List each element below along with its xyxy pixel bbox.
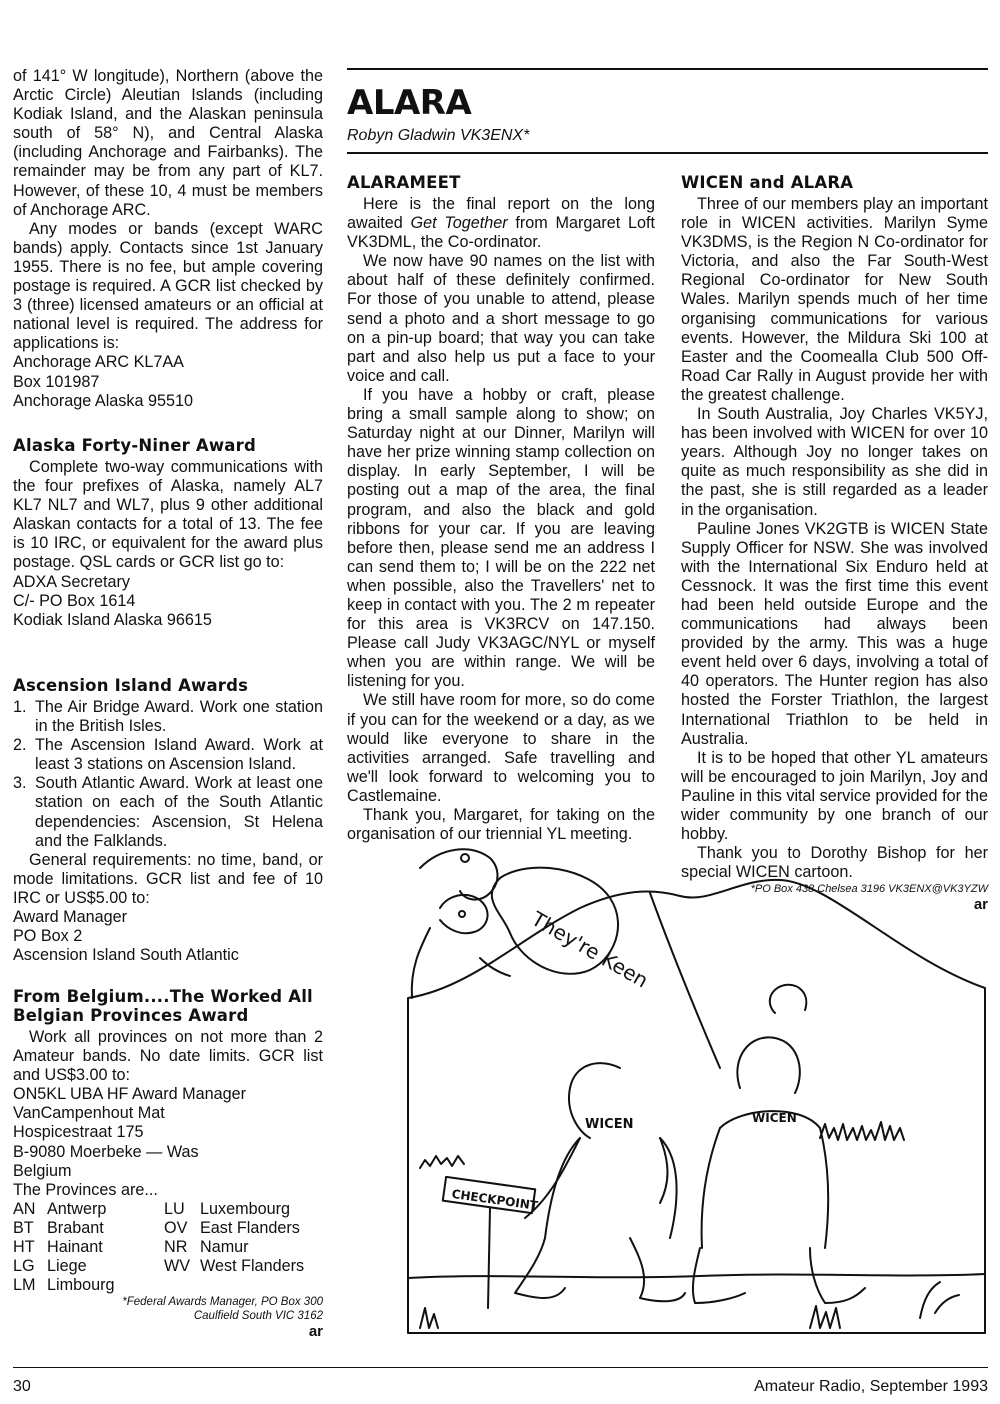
address-line: B-9080 Moerbeke — Was	[13, 1142, 199, 1161]
address-line: ON5KL UBA HF Award Manager	[13, 1085, 247, 1104]
address-line: Kodiak Island Alaska 96615	[13, 610, 212, 629]
end-mark: ar	[973, 896, 988, 914]
address-line: Ascension Island South Atlantic	[13, 946, 239, 965]
province-code: NR	[164, 1238, 188, 1257]
alarameet-column	[347, 173, 655, 844]
wicen-para: Thank you to Dorothy Bishop for her special WICEN cartoon.	[681, 844, 988, 882]
wicen-cartoon-illustration	[380, 838, 990, 1338]
ground-line	[408, 1274, 985, 1278]
list-number: 3.	[13, 774, 27, 793]
intro-address	[13, 353, 323, 410]
list-item	[13, 736, 323, 774]
belgium-heading: From Belgium....The Worked All Belgian Provinces Award	[13, 987, 313, 1025]
belgium-footnote-1: *Federal Awards Manager, PO Box 300	[122, 1296, 323, 1309]
province-code: LM	[13, 1276, 36, 1295]
wicen-para: Three of our members play an important role in WICEN activities. Marilyn Syme VK3DMS, is the Region N Co-ordinator for Victoria, and also the Far South-West Regional Co-ordinator for New South Wales. Marilyn spends much of her time organising communications for various events. However, the Mildura Ski 100 at Easter and the Coomealla Club 500 Off-Road Car Rally in August provide her with the greatest challenge.	[681, 195, 988, 404]
province-name: Brabant	[47, 1218, 104, 1237]
footer-rule	[13, 1367, 988, 1368]
byline-rule	[347, 152, 988, 154]
province-name: East Flanders	[200, 1218, 300, 1237]
province-name: Limbourg	[47, 1276, 115, 1295]
text-run: Here is the final report on the long awaited	[347, 195, 655, 233]
wicen-column	[681, 173, 988, 913]
emphasis-text: Get Together	[410, 214, 508, 233]
alarameet-para: We still have room for more, so do come if you can for the weekend or a day, as we would like everyone to share in the activities arranged. Safe travelling and we'll look forward to welcoming you to Castlemaine.	[347, 691, 655, 805]
list-text: The Ascension Island Award. Work at least 3 stations on Ascension Island.	[35, 736, 323, 774]
alarameet-para: We now have 90 names on the list with about half of these definitely confirmed. For those of you unable to attend, please send a photo and a short message to go on a pin-up board; that way you can take part and also help us put a face to your voice and call.	[347, 252, 655, 385]
list-item	[13, 698, 323, 736]
text-run: from Margaret Loft VK3DML, the Co-ordinator.	[347, 214, 655, 252]
address-line: Belgium	[13, 1161, 72, 1180]
shirt-text: WICEN	[585, 1117, 634, 1132]
province-name	[200, 1276, 323, 1295]
province-code: LU	[164, 1199, 185, 1218]
list-number: 1.	[13, 698, 27, 716]
address-line: VanCampenhout Mat	[13, 1104, 165, 1123]
address-line: ADXA Secretary	[13, 572, 130, 591]
alarameet-para: Thank you, Margaret, for taking on the organisation of our triennial YL meeting.	[347, 806, 655, 844]
belgium-address	[13, 1085, 323, 1200]
list-number: 2.	[13, 736, 27, 755]
province-name: Namur	[200, 1238, 249, 1257]
address-line: Anchorage Alaska 95510	[13, 391, 193, 410]
wicen-para: In South Australia, Joy Charles VK5YJ, has been involved with WICEN for over 10 years. Although Joy no longer takes on quite as much responsibility as she did in the past, she is still regarded as a leader in the organisation.	[681, 405, 988, 519]
list-text: The Air Bridge Award. Work one station in the British Isles.	[35, 698, 323, 736]
wicen-heading: WICEN and ALARA	[681, 173, 854, 192]
shirt-text: WICEN	[752, 1111, 797, 1125]
province-code: BT	[13, 1218, 34, 1237]
balloon-text: They're Keen	[527, 906, 653, 993]
person-figure	[737, 1037, 799, 1093]
province-name: West Flanders	[200, 1257, 305, 1276]
page-number: 30	[13, 1378, 31, 1395]
page-title: ALARA	[347, 83, 472, 123]
province-code: HT	[13, 1238, 35, 1257]
ascension-list	[13, 698, 323, 851]
belgium-footnote-2: Caulfield South VIC 3162	[193, 1310, 323, 1323]
forty-niner-heading: Alaska Forty-Niner Award	[13, 436, 256, 455]
province-code: WV	[164, 1257, 191, 1276]
byline: Robyn Gladwin VK3ENX*	[347, 127, 530, 144]
alarameet-heading: ALARAMEET	[347, 173, 461, 192]
province-code: LG	[13, 1257, 35, 1276]
header-rule	[347, 68, 988, 70]
province-name: Antwerp	[47, 1199, 107, 1218]
alarameet-para-1	[347, 195, 655, 252]
ascension-address	[13, 908, 323, 965]
sign-text: CHECKPOINT	[450, 1186, 539, 1213]
publication-info: Amateur Radio, September 1993	[754, 1378, 988, 1395]
address-line: Hospicestraat 175	[13, 1123, 144, 1142]
province-code	[164, 1276, 200, 1295]
provinces-table	[13, 1200, 323, 1295]
list-text: South Atlantic Award. Work at least one station on each of the South Atlantic dependencies: Ascension, St Helena and the Falklands.	[35, 774, 323, 850]
list-item	[13, 774, 323, 850]
forty-niner-address	[13, 573, 323, 630]
alarameet-para: If you have a hobby or craft, please bring a small sample along to show; on Saturday night at our Dinner, Marilyn will have her prize winning stamp collection on display. In early September, I will be posting out a map of the area, the final program, and also the black and gold ribbons for your car. If you are leaving before then, please send me an address I can send them to; I will be on the 222 net when possible, also the Travellers' net to keep in contact with you. The 2 m repeater for this area is VK3RCV on 147.150. Please call Judy VK3AGC/NYL or myself when you are within range. We will be listening for you.	[347, 385, 655, 691]
intro-para-2: Any modes or bands (except WARC bands) apply. Contacts since 1st January 1955. There is no fee, but ample covering postage is required. A GCR list checked by 3 (three) licensed amateurs or an official at national level is required. The address for applications is:	[13, 219, 323, 353]
provinces-intro: The Provinces are...	[13, 1180, 158, 1199]
ascension-general: General requirements: no time, band, or mode limitations. GCR list and fee of 10 IRC or US$5.00 to:	[13, 850, 323, 907]
province-name: Liege	[47, 1257, 87, 1276]
forty-niner-para: Complete two-way communications with the four prefixes of Alaska, namely AL7 KL7 NL7 and WL7, plus 9 other additional Alaskan contacts for a total of 13. The fee is 10 IRC, or equivalent for the award plus postage. QSL cards or GCR list go to:	[13, 458, 323, 572]
end-mark: ar	[308, 1323, 323, 1341]
belgium-para: Work all provinces on not more than 2 Amateur bands. No date limits. GCR list and US$3.00 to:	[13, 1028, 323, 1085]
intro-para-1: of 141° W longitude), Northern (above the Arctic Circle) Aleutian Islands (including Kodiak Island, and the Alaskan peninsula south of 58° N), and Central Alaska (including Anchorage and Fairbanks). The remainder may be from any part of KL7. However, of these 10, 4 must be members of Anchorage ARC.	[13, 67, 323, 219]
address-line: Box 101987	[13, 372, 100, 391]
province-code: AN	[13, 1199, 36, 1218]
address-line: PO Box 2	[13, 927, 83, 946]
ascension-heading: Ascension Island Awards	[13, 676, 249, 695]
wicen-footnote: *PO Box 438 Chelsea 3196 VK3ENX@VK3YZW	[750, 883, 988, 896]
province-name: Luxembourg	[200, 1199, 290, 1218]
province-code: OV	[164, 1218, 188, 1237]
wicen-para: Pauline Jones VK2GTB is WICEN State Supply Officer for NSW. She was involved with the International Six Enduro held at Cessnock. It was the first time this event had been held outside Europe and the communications had always been provided by the army. This was a huge event held over 6 days, involving a total of 40 operators. The Hunter region has also hosted the Forster Triathlon, the largest International Triathlon to be held in Australia.	[681, 519, 988, 748]
province-name: Hainant	[47, 1238, 103, 1257]
wicen-para: It is to be hoped that other YL amateurs will be encouraged to join Marilyn, Joy and Pauline in this vital service provided for the wider community by one branch of our hobby.	[681, 748, 988, 844]
address-line: C/- PO Box 1614	[13, 591, 136, 610]
address-line: Award Manager	[13, 908, 127, 927]
address-line: Anchorage ARC KL7AA	[13, 353, 184, 372]
